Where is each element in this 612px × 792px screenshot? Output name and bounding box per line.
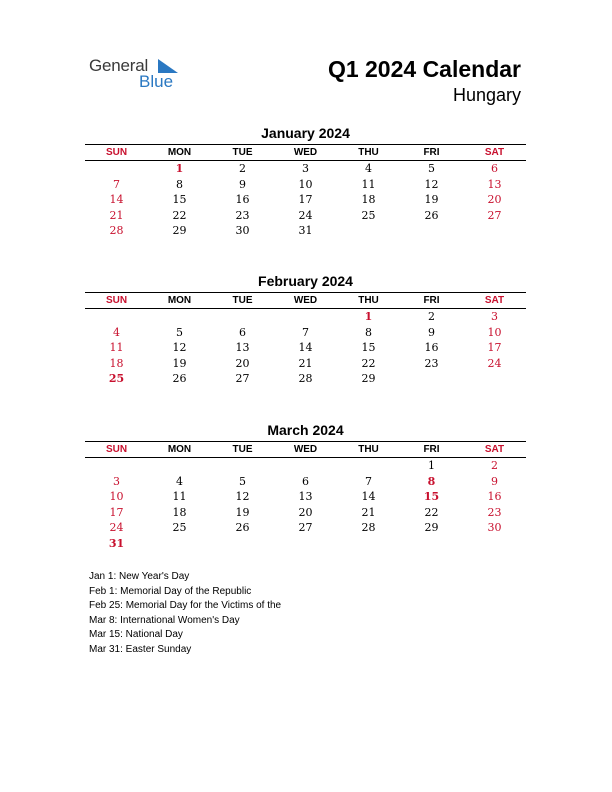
day-cell: 14 bbox=[361, 490, 376, 504]
weekday-label: TUE bbox=[232, 295, 253, 306]
day-cell: 9 bbox=[428, 325, 435, 339]
week-row bbox=[85, 309, 526, 325]
day-cell bbox=[148, 536, 211, 552]
day-cell: 27 bbox=[235, 372, 250, 386]
weekday-label: SAT bbox=[484, 444, 505, 455]
day-cell bbox=[337, 223, 400, 239]
day-cell: 20 bbox=[235, 356, 250, 370]
day-cell bbox=[337, 458, 400, 474]
weekday-label: WED bbox=[293, 295, 318, 306]
day-cell: 20 bbox=[298, 505, 313, 519]
day-cell bbox=[211, 458, 274, 474]
day-cell: 22 bbox=[172, 208, 187, 222]
holiday-day-cell: 8 bbox=[427, 474, 436, 488]
day-cell: 18 bbox=[109, 356, 124, 370]
weekday-label: MON bbox=[167, 147, 192, 158]
day-cell: 12 bbox=[235, 490, 250, 504]
day-cell bbox=[211, 536, 274, 552]
day-cell: 4 bbox=[365, 162, 372, 175]
day-cell: 14 bbox=[109, 193, 124, 207]
day-cell: 6 bbox=[239, 325, 246, 339]
week-row bbox=[85, 520, 526, 536]
day-cell bbox=[274, 309, 337, 325]
month-title: February 2024 bbox=[258, 273, 353, 289]
day-cell bbox=[211, 309, 274, 325]
calendar-grid bbox=[85, 441, 526, 552]
day-cell: 6 bbox=[491, 162, 498, 175]
day-cell: 8 bbox=[176, 177, 183, 191]
day-cell: 2 bbox=[239, 162, 246, 175]
weekday-label: SUN bbox=[105, 147, 128, 158]
day-cell: 17 bbox=[298, 193, 313, 207]
day-cell: 10 bbox=[298, 177, 313, 191]
day-cell: 29 bbox=[172, 224, 187, 238]
holiday-day-cell: 25 bbox=[108, 372, 125, 386]
week-row bbox=[85, 458, 526, 474]
week-row bbox=[85, 505, 526, 521]
holiday-day-cell: 1 bbox=[175, 162, 184, 175]
day-cell: 26 bbox=[424, 208, 439, 222]
day-cell: 30 bbox=[235, 224, 250, 238]
day-cell bbox=[463, 536, 526, 552]
week-row bbox=[85, 536, 526, 552]
day-cell: 31 bbox=[298, 224, 313, 238]
day-cell: 24 bbox=[109, 521, 124, 535]
day-cell: 15 bbox=[172, 193, 187, 207]
day-cell bbox=[400, 371, 463, 387]
day-cell: 3 bbox=[302, 162, 309, 175]
day-cell: 17 bbox=[487, 341, 502, 355]
logo-text-general: General bbox=[89, 56, 149, 75]
day-cell bbox=[463, 223, 526, 239]
weekday-header-row bbox=[85, 442, 526, 458]
day-cell: 27 bbox=[487, 208, 502, 222]
day-cell: 28 bbox=[298, 372, 313, 386]
day-cell: 12 bbox=[424, 177, 439, 191]
day-cell: 27 bbox=[298, 521, 313, 535]
holiday-entry: Mar 31: Easter Sunday bbox=[89, 643, 192, 655]
week-row bbox=[85, 161, 526, 177]
day-cell: 16 bbox=[424, 341, 439, 355]
weekday-label: TUE bbox=[232, 444, 253, 455]
week-row bbox=[85, 208, 526, 224]
day-cell: 24 bbox=[487, 356, 502, 370]
day-cell: 14 bbox=[298, 341, 313, 355]
day-cell: 7 bbox=[113, 177, 120, 191]
day-cell bbox=[148, 458, 211, 474]
day-cell: 9 bbox=[491, 474, 498, 488]
weekday-label: WED bbox=[293, 147, 318, 158]
day-cell: 11 bbox=[361, 177, 376, 191]
month-february bbox=[85, 273, 526, 387]
weekday-label: SAT bbox=[484, 147, 505, 158]
day-cell: 4 bbox=[176, 474, 183, 488]
day-cell: 16 bbox=[235, 193, 250, 207]
month-march bbox=[85, 422, 526, 552]
day-cell: 17 bbox=[109, 505, 124, 519]
weekday-label: SUN bbox=[105, 295, 128, 306]
week-row bbox=[85, 371, 526, 387]
calendar-grid bbox=[85, 144, 526, 239]
day-cell: 4 bbox=[113, 325, 120, 339]
holiday-entry: Mar 8: International Women's Day bbox=[89, 614, 240, 626]
day-cell: 2 bbox=[491, 459, 498, 472]
day-cell bbox=[400, 223, 463, 239]
day-cell: 28 bbox=[361, 521, 376, 535]
day-cell: 28 bbox=[109, 224, 124, 238]
day-cell: 9 bbox=[239, 177, 246, 191]
day-cell: 13 bbox=[298, 490, 313, 504]
logo-triangle-icon bbox=[158, 59, 178, 73]
week-row bbox=[85, 474, 526, 490]
day-cell bbox=[85, 458, 148, 474]
month-title: January 2024 bbox=[261, 125, 350, 141]
day-cell: 20 bbox=[487, 193, 502, 207]
day-cell: 21 bbox=[109, 208, 124, 222]
weekday-label: SUN bbox=[105, 444, 128, 455]
week-row bbox=[85, 340, 526, 356]
month-title: March 2024 bbox=[267, 422, 344, 438]
page-title: Q1 2024 Calendar bbox=[327, 56, 521, 82]
day-cell: 22 bbox=[424, 505, 439, 519]
holiday-day-cell: 31 bbox=[108, 536, 125, 550]
weekday-label: FRI bbox=[423, 147, 440, 158]
day-cell: 11 bbox=[172, 490, 187, 504]
day-cell: 1 bbox=[428, 459, 435, 472]
day-cell: 23 bbox=[487, 505, 502, 519]
day-cell: 3 bbox=[491, 310, 498, 323]
holiday-entry: Jan 1: New Year's Day bbox=[89, 571, 190, 582]
week-row bbox=[85, 489, 526, 505]
day-cell: 7 bbox=[365, 474, 372, 488]
day-cell bbox=[463, 371, 526, 387]
day-cell: 23 bbox=[235, 208, 250, 222]
day-cell: 24 bbox=[298, 208, 313, 222]
holiday-day-cell: 15 bbox=[423, 490, 440, 504]
holiday-entry: Feb 25: Memorial Day for the Victims of the bbox=[89, 600, 282, 611]
day-cell: 21 bbox=[361, 505, 376, 519]
calendar-grid bbox=[85, 292, 526, 387]
day-cell: 26 bbox=[235, 521, 250, 535]
day-cell: 25 bbox=[172, 521, 187, 535]
day-cell: 18 bbox=[172, 505, 187, 519]
day-cell bbox=[400, 536, 463, 552]
week-row bbox=[85, 192, 526, 208]
day-cell: 13 bbox=[235, 341, 250, 355]
day-cell bbox=[274, 536, 337, 552]
day-cell: 21 bbox=[298, 356, 313, 370]
weekday-label: MON bbox=[167, 444, 192, 455]
day-cell: 16 bbox=[487, 490, 502, 504]
weekday-label: FRI bbox=[423, 295, 440, 306]
day-cell: 10 bbox=[487, 325, 502, 339]
day-cell: 19 bbox=[172, 356, 187, 370]
day-cell: 5 bbox=[428, 162, 435, 175]
holiday-day-cell: 1 bbox=[364, 310, 373, 323]
day-cell: 5 bbox=[239, 474, 246, 488]
day-cell: 5 bbox=[176, 325, 183, 339]
weekday-label: THU bbox=[358, 147, 379, 158]
day-cell bbox=[85, 309, 148, 325]
week-row bbox=[85, 325, 526, 341]
day-cell: 23 bbox=[424, 356, 439, 370]
day-cell: 29 bbox=[424, 521, 439, 535]
logo-text-blue: Blue bbox=[139, 72, 174, 91]
day-cell bbox=[148, 309, 211, 325]
day-cell: 19 bbox=[424, 193, 439, 207]
weekday-header-row bbox=[85, 145, 526, 161]
weekday-label: FRI bbox=[423, 444, 440, 455]
day-cell: 12 bbox=[172, 341, 187, 355]
day-cell: 11 bbox=[109, 341, 124, 355]
weekday-label: TUE bbox=[232, 147, 253, 158]
day-cell: 8 bbox=[365, 325, 372, 339]
generalblue-logo bbox=[89, 56, 199, 96]
weekday-label: MON bbox=[167, 295, 192, 306]
holiday-entry: Feb 1: Memorial Day of the Republic bbox=[89, 585, 252, 597]
day-cell: 15 bbox=[361, 341, 376, 355]
day-cell: 7 bbox=[302, 325, 309, 339]
day-cell: 29 bbox=[361, 372, 376, 386]
weekday-header-row bbox=[85, 293, 526, 309]
weekday-label: SAT bbox=[484, 295, 505, 306]
day-cell: 2 bbox=[428, 310, 435, 323]
day-cell: 25 bbox=[361, 208, 376, 222]
day-cell: 3 bbox=[113, 474, 120, 488]
day-cell bbox=[337, 536, 400, 552]
day-cell bbox=[274, 458, 337, 474]
holiday-entry: Mar 15: National Day bbox=[89, 629, 183, 640]
day-cell: 30 bbox=[487, 521, 502, 535]
country-name: Hungary bbox=[452, 85, 521, 105]
day-cell: 13 bbox=[487, 177, 502, 191]
day-cell: 6 bbox=[302, 474, 309, 488]
day-cell: 26 bbox=[172, 372, 187, 386]
weekday-label: THU bbox=[358, 444, 379, 455]
week-row bbox=[85, 356, 526, 372]
day-cell: 10 bbox=[109, 490, 124, 504]
day-cell: 19 bbox=[235, 505, 250, 519]
week-row bbox=[85, 223, 526, 239]
week-row bbox=[85, 177, 526, 193]
day-cell: 22 bbox=[361, 356, 376, 370]
month-january bbox=[85, 125, 526, 239]
holiday-list bbox=[89, 570, 281, 657]
weekday-label: THU bbox=[358, 295, 379, 306]
weekday-label: WED bbox=[293, 444, 318, 455]
day-cell bbox=[85, 161, 148, 177]
day-cell: 18 bbox=[361, 193, 376, 207]
